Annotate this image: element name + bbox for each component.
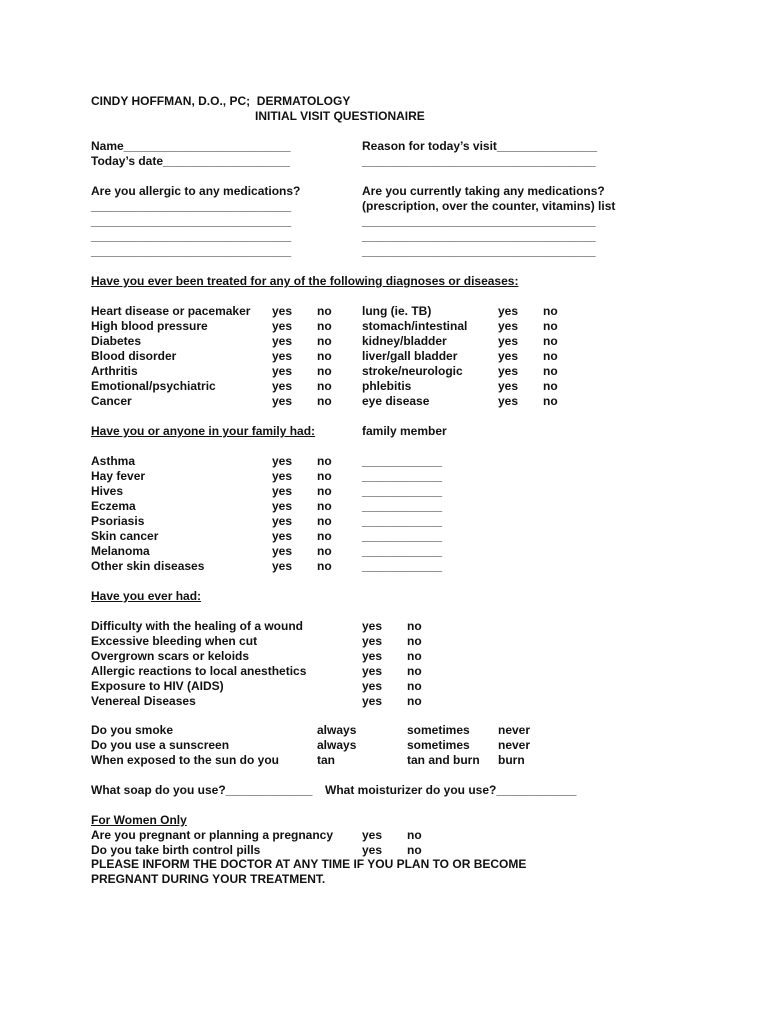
allergic-line[interactable]: ______________________________ [91, 244, 292, 258]
no-option[interactable]: no [407, 843, 422, 857]
ever-had-label: Exposure to HIV (AIDS) [91, 679, 224, 693]
yes-option[interactable]: yes [362, 843, 383, 857]
yes-option[interactable]: yes [272, 484, 293, 498]
no-option[interactable]: no [317, 349, 332, 363]
family-condition-label: Psoriasis [91, 514, 145, 528]
yes-option[interactable]: yes [272, 304, 293, 318]
yes-option[interactable]: yes [272, 379, 293, 393]
family-member-label: family member [362, 424, 447, 438]
form-title: INITIAL VISIT QUESTIONAIRE [255, 109, 425, 123]
habit-question: When exposed to the sun do you [91, 753, 280, 767]
allergic-question: Are you allergic to any medications? [91, 184, 301, 198]
no-option[interactable]: no [543, 304, 558, 318]
yes-option[interactable]: yes [498, 304, 519, 318]
no-option[interactable]: no [317, 514, 332, 528]
family-condition-label: Hay fever [91, 469, 146, 483]
habit-option[interactable]: never [498, 723, 531, 737]
no-option[interactable]: no [543, 394, 558, 408]
no-option[interactable]: no [407, 694, 422, 708]
yes-option[interactable]: yes [272, 514, 293, 528]
yes-option[interactable]: yes [272, 454, 293, 468]
habit-option[interactable]: sometimes [407, 723, 470, 737]
yes-option[interactable]: yes [272, 364, 293, 378]
yes-option[interactable]: yes [362, 828, 383, 842]
yes-option[interactable]: yes [272, 394, 293, 408]
yes-option[interactable]: yes [272, 469, 293, 483]
diagnosis-label: lung (ie. TB) [362, 304, 432, 318]
no-option[interactable]: no [543, 319, 558, 333]
habit-option[interactable]: tan and burn [407, 753, 480, 767]
ever-had-label: Allergic reactions to local anesthetics [91, 664, 307, 678]
yes-option[interactable]: yes [272, 319, 293, 333]
women-heading: For Women Only [91, 813, 187, 827]
medications-subtext: (prescription, over the counter, vitamins) list [362, 199, 616, 213]
moisturizer-field[interactable]: What moisturizer do you use?____________ [325, 783, 577, 797]
women-question: Do you take birth control pills [91, 843, 261, 857]
allergic-line[interactable]: ______________________________ [91, 229, 292, 243]
no-option[interactable]: no [543, 379, 558, 393]
no-option[interactable]: no [317, 379, 332, 393]
yes-option[interactable]: yes [498, 349, 519, 363]
family-member-field[interactable]: ____________ [362, 499, 443, 513]
no-option[interactable]: no [407, 828, 422, 842]
yes-option[interactable]: yes [498, 334, 519, 348]
family-condition-label: Asthma [91, 454, 136, 468]
no-option[interactable]: no [317, 499, 332, 513]
yes-option[interactable]: yes [362, 634, 383, 648]
no-option[interactable]: no [407, 649, 422, 663]
no-option[interactable]: no [407, 679, 422, 693]
habit-option[interactable]: always [317, 723, 357, 737]
no-option[interactable]: no [317, 304, 332, 318]
diagnosis-label: liver/gall bladder [362, 349, 458, 363]
ever-had-heading: Have you ever had: [91, 589, 202, 603]
reason-field-line[interactable]: ___________________________________ [362, 154, 596, 168]
diagnosis-label: Emotional/psychiatric [91, 379, 216, 393]
yes-option[interactable]: yes [362, 649, 383, 663]
diagnosis-label: High blood pressure [91, 319, 208, 333]
soap-field[interactable]: What soap do you use?_____________ [91, 783, 313, 797]
name-field[interactable]: Name_________________________ [91, 139, 291, 153]
family-condition-label: Other skin diseases [91, 559, 205, 573]
family-condition-label: Melanoma [91, 544, 150, 558]
no-option[interactable]: no [317, 559, 332, 573]
habit-option[interactable]: sometimes [407, 738, 470, 752]
medications-line[interactable]: ___________________________________ [362, 244, 596, 258]
women-question: Are you pregnant or planning a pregnancy [91, 828, 334, 842]
no-option[interactable]: no [317, 454, 332, 468]
family-member-field[interactable]: ____________ [362, 469, 443, 483]
habit-question: Do you smoke [91, 723, 174, 737]
family-condition-label: Eczema [91, 499, 136, 513]
family-heading: Have you or anyone in your family had: [91, 424, 316, 438]
yes-option[interactable]: yes [362, 679, 383, 693]
ever-had-label: Venereal Diseases [91, 694, 196, 708]
family-condition-label: Hives [91, 484, 124, 498]
yes-option[interactable]: yes [272, 559, 293, 573]
no-option[interactable]: no [317, 544, 332, 558]
allergic-line[interactable]: ______________________________ [91, 199, 292, 213]
yes-option[interactable]: yes [272, 334, 293, 348]
diagnosis-label: phlebitis [362, 379, 412, 393]
diagnosis-label: Arthritis [91, 364, 138, 378]
yes-option[interactable]: yes [272, 544, 293, 558]
habit-option[interactable]: tan [317, 753, 335, 767]
allergic-line[interactable]: ______________________________ [91, 214, 292, 228]
diagnosis-label: Blood disorder [91, 349, 177, 363]
yes-option[interactable]: yes [272, 499, 293, 513]
yes-option[interactable]: yes [362, 619, 383, 633]
habit-option[interactable]: burn [498, 753, 525, 767]
family-member-field[interactable]: ____________ [362, 484, 443, 498]
no-option[interactable]: no [317, 484, 332, 498]
no-option[interactable]: no [543, 334, 558, 348]
family-member-field[interactable]: ____________ [362, 559, 443, 573]
yes-option[interactable]: yes [498, 394, 519, 408]
diagnosis-label: stomach/intestinal [362, 319, 468, 333]
no-option[interactable]: no [543, 364, 558, 378]
habit-question: Do you use a sunscreen [91, 738, 230, 752]
todays-date-field[interactable]: Today’s date___________________ [91, 154, 290, 168]
yes-option[interactable]: yes [498, 319, 519, 333]
yes-option[interactable]: yes [362, 694, 383, 708]
diagnoses-heading: Have you ever been treated for any of the following diagnoses or diseases: [91, 274, 519, 288]
diagnosis-label: Cancer [91, 394, 132, 408]
medications-line[interactable]: ___________________________________ [362, 229, 596, 243]
reason-field[interactable]: Reason for today’s visit_______________ [362, 139, 598, 153]
no-option[interactable]: no [407, 664, 422, 678]
family-member-field[interactable]: ____________ [362, 544, 443, 558]
family-member-field[interactable]: ____________ [362, 529, 443, 543]
no-option[interactable]: no [407, 634, 422, 648]
yes-option[interactable]: yes [498, 364, 519, 378]
medications-question: Are you currently taking any medications? [362, 184, 605, 198]
ever-had-label: Difficulty with the healing of a wound [91, 619, 303, 633]
habit-option[interactable]: always [317, 738, 357, 752]
no-option[interactable]: no [317, 529, 332, 543]
no-option[interactable]: no [407, 619, 422, 633]
diagnosis-label: stroke/neurologic [362, 364, 463, 378]
ever-had-label: Excessive bleeding when cut [91, 634, 258, 648]
ever-had-label: Overgrown scars or keloids [91, 649, 250, 663]
no-option[interactable]: no [317, 394, 332, 408]
pregnancy-notice: PREGNANT DURING YOUR TREATMENT. [91, 872, 326, 886]
yes-option[interactable]: yes [362, 664, 383, 678]
no-option[interactable]: no [317, 364, 332, 378]
no-option[interactable]: no [543, 349, 558, 363]
diagnosis-label: eye disease [362, 394, 430, 408]
no-option[interactable]: no [317, 469, 332, 483]
no-option[interactable]: no [317, 319, 332, 333]
family-condition-label: Skin cancer [91, 529, 159, 543]
no-option[interactable]: no [317, 334, 332, 348]
practice-name: CINDY HOFFMAN, D.O., PC; DERMATOLOGY [91, 94, 351, 108]
pregnancy-notice: PLEASE INFORM THE DOCTOR AT ANY TIME IF YOU PLAN TO OR BECOME [91, 857, 527, 871]
habit-option[interactable]: never [498, 738, 531, 752]
diagnosis-label: Heart disease or pacemaker [91, 304, 251, 318]
family-member-field[interactable]: ____________ [362, 514, 443, 528]
medications-line[interactable]: ___________________________________ [362, 214, 596, 228]
diagnosis-label: kidney/bladder [362, 334, 447, 348]
yes-option[interactable]: yes [272, 349, 293, 363]
yes-option[interactable]: yes [272, 529, 293, 543]
family-member-field[interactable]: ____________ [362, 454, 443, 468]
yes-option[interactable]: yes [498, 379, 519, 393]
diagnosis-label: Diabetes [91, 334, 142, 348]
